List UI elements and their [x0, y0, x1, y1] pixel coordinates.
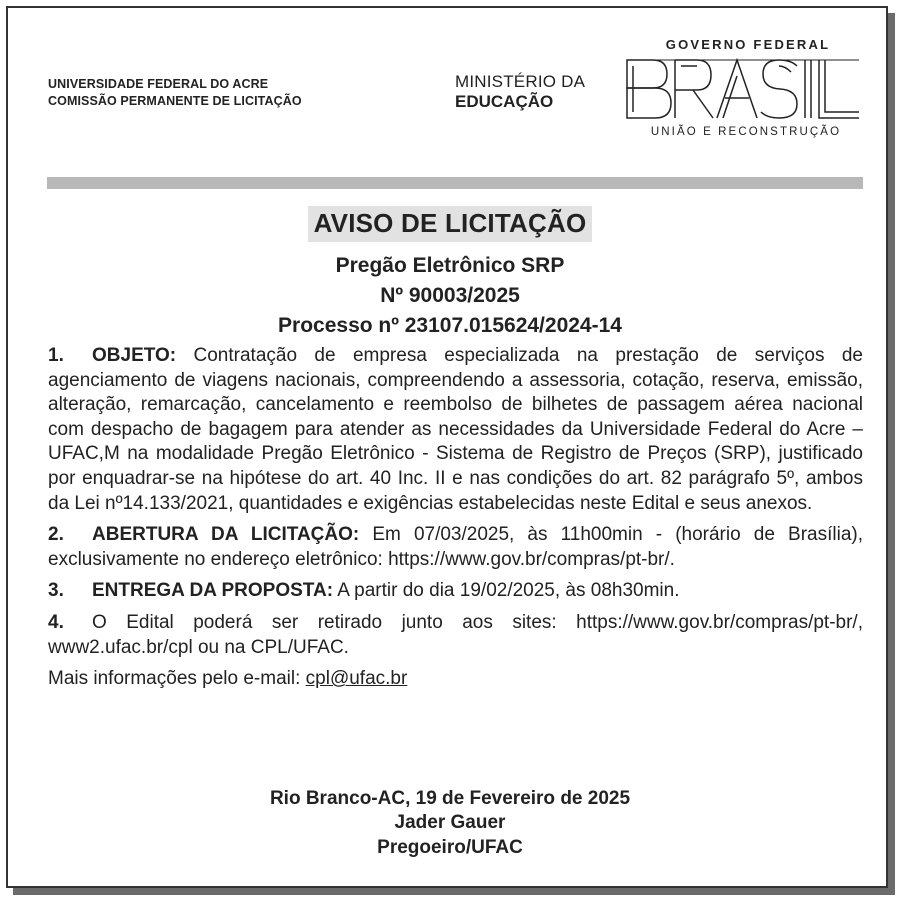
item-number: 3.	[48, 580, 64, 602]
ministry-line2: EDUCAÇÃO	[455, 92, 554, 111]
notice-title: AVISO DE LICITAÇÃO	[308, 206, 593, 242]
item-text: O Edital poderá ser retirado junto aos sites: https://www.gov.br/compras/pt-br/, www2.ufac.br/cpl ou na CPL/UFAC.	[48, 611, 863, 658]
contact-line	[48, 667, 863, 692]
item-edital	[48, 611, 863, 660]
gov-bottom-text: UNIÃO E RECONSTRUÇÃO	[650, 126, 842, 138]
ministry-line1: MINISTÉRIO DA	[455, 72, 586, 91]
item-number: 2.	[48, 524, 64, 546]
institution-name: UNIVERSIDADE FEDERAL DO ACRE	[48, 77, 269, 91]
item-number: 4.	[48, 611, 64, 633]
signer-name: Jader Gauer	[394, 812, 506, 833]
header-divider	[47, 177, 863, 189]
contact-prefix: Mais informações pelo e-mail:	[48, 668, 306, 690]
item-text: A partir do dia 19/02/2025, às 08h30min.	[333, 580, 680, 602]
item-text: Em 07/03/2025, às 11h00min - (horário de Brasília), exclusivamente no endereço eletrônico: https://www.gov.br/compras/pt-br/.	[48, 524, 863, 570]
item-label: OBJETO:	[92, 345, 177, 366]
process-number: Processo nº 23107.015624/2024-14	[278, 314, 622, 337]
item-text: Contratação de empresa especializada na prestação de serviços de agenciamento de viagens nacionais, compreendendo a assessoria, cotação, reserva, emissão, alteração, remarcação, cancelamento e reembolso de bilhetes de passagem aérea nacional com despacho de bagagem para atender as necessidades da Universidade Federal do Acre – UFAC,M na modalidade Pregão Eletrônico - Sistema de Registro de Preços (SRP), justificado por enquadrar-se na hipótese do art. 40 Inc. II e nas condições do art. 82 parágrafo 5º, ambos da Lei nº14.133/2021, quantidades e exigências estabelecidas neste Edital e seus anexos.	[48, 345, 863, 514]
notice-body	[48, 344, 863, 699]
item-proposal	[48, 579, 863, 604]
commission-name: COMISSÃO PERMANENTE DE LICITAÇÃO	[48, 94, 302, 108]
institution-block	[48, 76, 302, 110]
modality-line: Pregão Eletrônico SRP	[335, 254, 565, 277]
brasil-logo	[625, 58, 861, 120]
item-label: ENTREGA DA PROPOSTA:	[92, 580, 334, 602]
contact-email-link[interactable]: cpl@ufac.br	[305, 668, 408, 690]
item-object	[48, 344, 863, 516]
signer-role: Pregoeiro/UFAC	[377, 837, 523, 858]
ministry-block	[455, 72, 585, 112]
item-opening	[48, 523, 863, 572]
item-number: 1.	[48, 345, 64, 366]
place-date: Rio Branco-AC, 19 de Fevereiro de 2025	[269, 788, 631, 809]
title-wrap	[0, 206, 900, 242]
gov-top-text: GOVERNO FEDERAL	[665, 37, 831, 52]
notice-number: Nº 90003/2025	[380, 284, 520, 307]
gov-logo-block	[623, 37, 863, 138]
item-label: ABERTURA DA LICITAÇÃO:	[92, 524, 360, 546]
